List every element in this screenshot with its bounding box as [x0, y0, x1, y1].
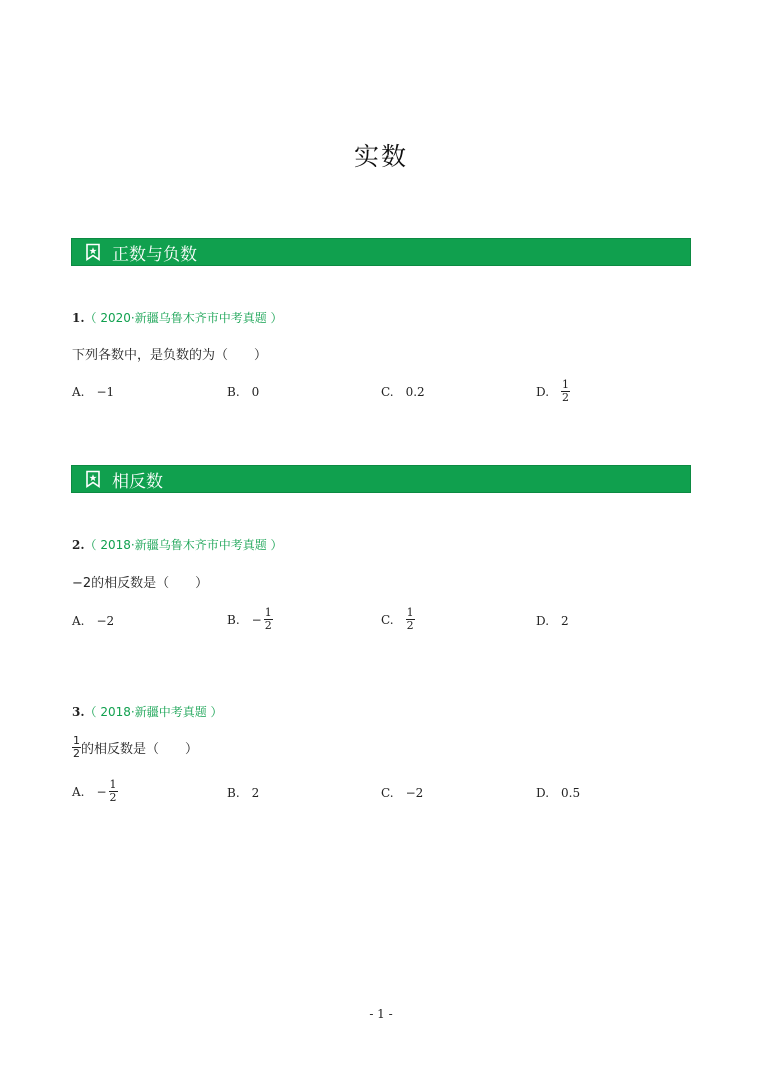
section-header-positive-negative: [71, 238, 691, 266]
question-header: [72, 309, 283, 326]
question-source: （ 2018·新疆中考真题 ）: [84, 705, 223, 719]
option-letter: A.: [72, 614, 85, 628]
option-letter: B.: [227, 786, 240, 800]
option-c[interactable]: [381, 786, 423, 800]
section-label: 正数与负数: [112, 244, 197, 265]
section-label: 相反数: [112, 471, 163, 492]
fraction-numerator: 1: [73, 734, 80, 747]
option-a[interactable]: [72, 385, 114, 399]
fraction: [406, 607, 415, 632]
stem-text: 下列各数中，是负数的为（ ）: [72, 348, 268, 363]
question-stem: [72, 572, 208, 591]
option-value: 2: [251, 786, 260, 800]
option-c[interactable]: [381, 385, 425, 399]
fraction: [109, 779, 118, 804]
option-d[interactable]: [536, 786, 580, 800]
option-letter: D.: [536, 786, 550, 800]
minus-sign: −: [96, 784, 107, 799]
fraction-numerator: 1: [264, 606, 272, 619]
page-number: - 1 -: [369, 1007, 393, 1021]
fraction-numerator: 1: [109, 778, 117, 791]
option-a[interactable]: [72, 614, 114, 628]
fraction-denominator: 2: [562, 391, 570, 404]
fraction-denominator: 2: [406, 619, 414, 632]
option-a[interactable]: [72, 779, 118, 804]
option-letter: D.: [536, 614, 550, 628]
fraction-denominator: 2: [73, 747, 80, 760]
option-letter: A.: [72, 784, 85, 799]
fraction-numerator: 1: [406, 606, 414, 619]
option-value: 0: [251, 385, 260, 399]
question-stem: [72, 735, 198, 760]
option-letter: A.: [72, 385, 85, 399]
question-number: 2.: [72, 538, 85, 552]
question-source: （ 2020·新疆乌鲁木齐市中考真题 ）: [84, 311, 283, 325]
stem-text: 的相反数是（ ）: [81, 742, 199, 757]
question-header: [72, 703, 223, 720]
section-header-opposite-number: [71, 465, 691, 493]
option-letter: C.: [381, 385, 394, 399]
option-c[interactable]: [381, 607, 415, 632]
question-stem: [72, 344, 267, 363]
option-letter: D.: [536, 384, 550, 399]
bookmark-star-icon: [84, 243, 102, 261]
option-value: −2: [405, 786, 424, 800]
option-letter: B.: [227, 385, 240, 399]
question-header: [72, 536, 283, 553]
option-b[interactable]: [227, 385, 259, 399]
question-source: （ 2018·新疆乌鲁木齐市中考真题 ）: [84, 538, 283, 552]
option-b[interactable]: [227, 607, 273, 632]
stem-text: −2的相反数是（ ）: [72, 576, 209, 591]
option-b[interactable]: [227, 786, 259, 800]
option-value: 0.2: [405, 385, 425, 399]
minus-sign: −: [251, 612, 262, 627]
bookmark-star-icon: [84, 470, 102, 488]
fraction-numerator: 1: [562, 378, 570, 391]
option-value: 2: [561, 614, 569, 628]
page-title: 实数: [353, 142, 408, 171]
fraction: [561, 379, 570, 404]
question-number: 3.: [72, 705, 85, 719]
option-d[interactable]: [536, 614, 569, 628]
option-value: −1: [96, 385, 115, 399]
option-value: 0.5: [561, 786, 581, 800]
option-value: −2: [96, 614, 115, 628]
fraction: [264, 607, 273, 632]
option-letter: B.: [227, 612, 240, 627]
question-number: 1.: [72, 311, 85, 325]
fraction-denominator: 2: [109, 791, 117, 804]
option-letter: C.: [381, 786, 394, 800]
fraction: [72, 735, 81, 760]
option-letter: C.: [381, 612, 394, 627]
fraction-denominator: 2: [264, 619, 272, 632]
option-d[interactable]: [536, 379, 570, 404]
